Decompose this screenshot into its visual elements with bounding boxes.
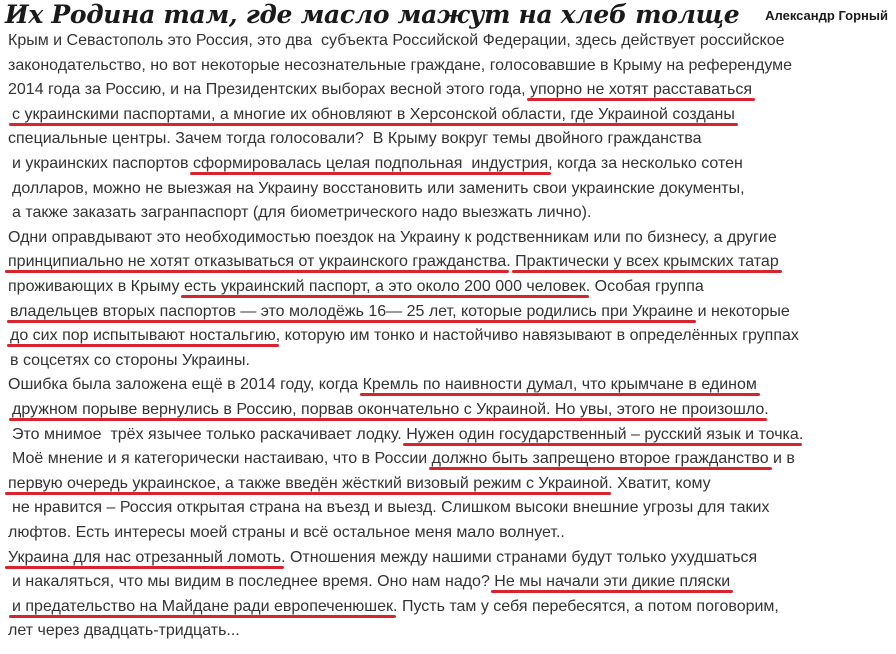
- text-line: [8, 473, 711, 497]
- text-segment: законодательство, но вот некоторые несознательные граждане, голосовавшие в Крыму на референдуме: [8, 56, 793, 74]
- text-segment: лет через двадцать-тридцать...: [8, 622, 240, 640]
- text-line: [12, 448, 795, 472]
- text-line: [12, 178, 745, 202]
- highlighted-phrase: с украинскими паспортами, а многие их обновляют в Херсонской области, где Украиной созданы: [12, 105, 735, 123]
- text-line: [12, 104, 735, 128]
- text-line: [8, 251, 779, 275]
- text-segment: .: [764, 401, 769, 418]
- text-segment: проживающих в Крыму: [8, 278, 184, 295]
- highlighted-phrase: должно быть запрещено второе гражданство: [431, 450, 769, 468]
- text-line: [8, 79, 752, 103]
- highlighted-phrase: Украина для нас отрезанный ломоть: [8, 548, 282, 566]
- text-line: [12, 153, 743, 177]
- text-segment: специальные центры. Зачем тогда голосовали? В Крыму вокруг темы двойного гражданства: [8, 130, 702, 148]
- text-line: [8, 128, 701, 152]
- highlighted-phrase: дружном порыве вернулись в Россию, порвав окончательно с Украиной. Но увы, этого не произошло: [12, 401, 765, 418]
- text-segment: . Пусть там у себя перебесятся, а потом поговорим,: [393, 597, 779, 615]
- text-line: [8, 620, 240, 644]
- text-segment: и некоторые: [693, 302, 790, 320]
- text-segment: долларов, можно не выезжая на Украину восстановить или заменить свои украинские документы,: [12, 179, 745, 197]
- text-line: [12, 596, 779, 620]
- highlighted-phrase: первую очередь украинское, а также введён жёсткий визовый режим с Украиной: [8, 474, 609, 492]
- text-line: [12, 571, 730, 595]
- text-line: [12, 424, 803, 448]
- article-author: Александр Горный: [765, 8, 888, 23]
- highlighted-phrase: до сих пор испытывают ностальгию: [10, 327, 276, 345]
- highlighted-phrase: сформировалась целая подпольная индустрия: [193, 155, 549, 172]
- text-segment: 2014 года за Россию, и на Президентских выборах весной этого года,: [8, 81, 530, 99]
- text-segment: , которую им тонко и настойчиво навязывают в определённых группах: [275, 327, 799, 345]
- text-segment: Одни оправдывают это необходимостью поездок на Украину к родственникам или по бизнесу, а другие: [8, 228, 777, 246]
- text-line: [10, 301, 790, 325]
- article-title: Их Родина там, где масло мажут на хлеб толще: [5, 0, 740, 29]
- text-line: [8, 55, 792, 79]
- highlighted-phrase: Кремль по наивности думал, что крымчане в едином: [362, 376, 757, 394]
- text-segment: .: [798, 425, 804, 443]
- text-line: [10, 350, 250, 374]
- text-line: [12, 497, 769, 521]
- text-segment: люфтов. Есть интересы моей страны и всё остальное меня мало волнует..: [8, 524, 565, 541]
- text-line: [12, 202, 591, 226]
- text-line: [10, 325, 799, 349]
- text-line: [8, 547, 757, 571]
- text-segment: а также заказать загранпаспорт (для биометрического надо выезжать лично).: [12, 204, 592, 222]
- highlighted-phrase: Нужен один государственный – русский язык и точка: [406, 425, 799, 443]
- text-segment: . Отношения между нашими странами будут только ухудшаться: [281, 548, 758, 566]
- text-line: [8, 227, 777, 251]
- highlighted-phrase: принципиально не хотят отказываться от украинского гражданства: [8, 253, 507, 271]
- text-segment: Ошибка была заложена ещё в 2014 году, когда: [8, 376, 363, 394]
- text-segment: не нравится – Россия открытая страна на въезд и выезд. Слишком высоки внешние угрозы для таких: [12, 499, 770, 517]
- text-segment: , когда за несколько сотен: [548, 155, 743, 172]
- text-segment: Моё мнение и я категорически настаиваю, что в России: [12, 450, 432, 468]
- text-segment: и украинских паспортов: [12, 155, 193, 172]
- text-segment: Крым и Севастополь это Россия, это два субъекта Российской Федерации, здесь действует российское: [8, 32, 785, 49]
- highlighted-phrase: и предательство на Майдане ради европеченюшек: [12, 597, 394, 615]
- highlighted-phrase: владельцев вторых паспортов — это молодёжь 16— 25 лет, которые родились при Украине: [10, 302, 694, 320]
- text-line: [8, 374, 757, 398]
- text-line: [8, 30, 785, 54]
- text-segment: . Особая группа: [585, 278, 704, 295]
- text-segment: Это мнимое трёх язычее только раскачивает лодку.: [12, 425, 407, 443]
- highlighted-phrase: Не мы начали эти дикие пляски: [494, 573, 731, 591]
- text-line: [8, 522, 565, 546]
- highlighted-phrase: упорно не хотят расставаться: [530, 81, 752, 99]
- text-line: [12, 399, 769, 423]
- text-segment: .: [506, 253, 516, 271]
- highlighted-phrase: Практически у всех крымских татар: [515, 253, 779, 271]
- text-line: [8, 276, 704, 300]
- text-segment: и накаляться, что мы видим в последнее время. Оно нам надо?: [12, 573, 495, 591]
- highlighted-phrase: есть украинский паспорт, а это около 200 000 человек: [183, 278, 586, 295]
- text-segment: . Хватит, кому: [608, 474, 711, 492]
- text-segment: и в: [768, 450, 795, 468]
- text-segment: в соцсетях со стороны Украины.: [10, 351, 250, 369]
